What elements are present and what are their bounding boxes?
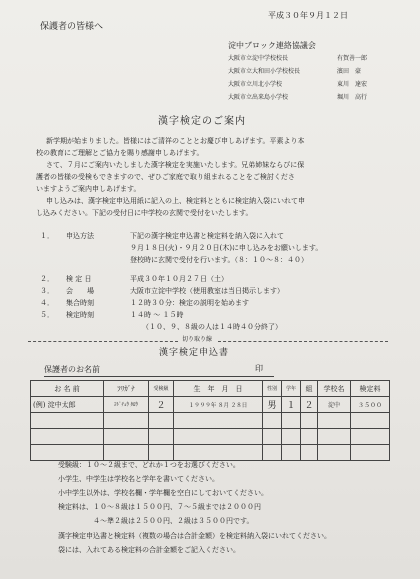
sender-name-3: 堀川 高行 (337, 94, 368, 101)
table-header-row (31, 381, 390, 397)
recipient-line: 保護者の皆様へ (40, 22, 104, 32)
body-line-1: 校の教育にご理解とご協力を賜り感謝申しあげます。 (36, 149, 204, 157)
detail-label-1: 検 定 日 (66, 275, 92, 283)
body-line-4: いますようご案内申しあげます。 (36, 185, 141, 193)
body-line-2: さて、７月にご案内いたしました漢字検定を実施いたします。兄弟姉妹ならびに保 (46, 161, 305, 169)
note-line-3: 検定料は、１０～８級は１５００円、７～５級までは２０００円 (58, 503, 261, 511)
example-furigana: ﾖﾄﾞﾁｭｳ ﾀﾛｳ (104, 397, 149, 413)
detail-line-0-1: ９月１８日(火)・９月２０日(木)に申し込みをお願いします。 (130, 244, 323, 252)
example-school-year: １ (282, 397, 301, 413)
table-row[interactable] (31, 445, 390, 461)
detail-label-4: 検定時刻 (66, 311, 94, 319)
note-line-1: 小学生、中学生は学校名と学年を書いてください。 (58, 475, 219, 483)
detail-num-2: ３． (40, 287, 54, 295)
detail-line-4-1: （１０、９、８級の人は１４時４０分終了） (142, 323, 282, 331)
guardian-label: 保護者のお名前 (44, 365, 100, 374)
note-line-5: 漢字検定申込書と検定料（複数の場合は合計金額）を検定料納入袋にいれてください。 (58, 532, 331, 540)
body-line-3: 護者の皆様の受検もできますので、ぜひご家庭で取り組まれることをご検討くださ (36, 173, 295, 181)
cut-line-left (28, 341, 178, 342)
application-table (30, 380, 390, 461)
header-fee: 検定料 (351, 381, 390, 397)
sender-school-0: 大阪市立淀中学校校長 (228, 55, 289, 62)
sender-school-3: 大阪市立出来島小学校 (228, 94, 289, 101)
cut-line-label: 切り取り線 (182, 336, 213, 343)
example-grade-level: ２ (149, 397, 174, 413)
table-row[interactable] (31, 413, 390, 429)
sender-name-0: 有賀善一郎 (337, 55, 368, 62)
detail-line-0-0: 下記の漢字検定申込書と検定料を納入袋に入れて (130, 232, 284, 240)
table-row[interactable] (31, 429, 390, 445)
guardian-name-line[interactable] (44, 376, 274, 377)
seal-mark: 印 (255, 364, 263, 373)
table-row-example (31, 397, 390, 413)
example-class: ２ (301, 397, 318, 413)
sender-name-2: 東川 達宏 (337, 81, 368, 88)
detail-label-2: 会 場 (66, 287, 94, 295)
sender-name-1: 濱田 豪 (337, 68, 362, 75)
example-birthdate: １９９９年 ８月 ２８日 (174, 397, 263, 413)
detail-label-0: 申込方法 (66, 232, 94, 240)
note-line-4: ４～準２級は２５００円、２級は３５００円です。 (58, 517, 254, 525)
detail-line-2-0: 大阪市立淀中学校（使用教室は当日掲示します） (130, 287, 284, 295)
body-line-6: し込みください。下記の受付日に中学校の玄関で受付をいたします。 (36, 209, 253, 217)
detail-line-4-0: １４時 ～ １５時 (130, 311, 184, 319)
sender-school-1: 大阪市立大和田小学校校長 (228, 68, 301, 75)
detail-line-1-0: 平成３０年１０月２７日（土） (130, 275, 228, 283)
note-line-0: 受験級：１０～２級まで、どれか１つをお選びください。 (58, 461, 240, 469)
issue-date: 平成３０年９月１２日 (268, 11, 348, 20)
header-school-name: 学校名 (318, 381, 351, 397)
header-gender: 性別 (263, 381, 282, 397)
header-class: 組 (301, 381, 318, 397)
header-birthdate: 生 年 月 日 (174, 381, 263, 397)
body-line-0: 新学期が始まりました。皆様にはご清祥のこととお慶び申しあげます。平素より本 (46, 137, 305, 145)
detail-num-4: ５． (40, 311, 54, 319)
note-line-6: 袋には、入れてある検定料の合計金額をご記入ください。 (58, 546, 240, 554)
detail-num-0: １． (40, 232, 54, 240)
detail-num-3: ４． (40, 299, 54, 307)
note-line-2: 小中学生以外は、学校名欄・学年欄を空白にしておいてください。 (58, 489, 268, 497)
example-gender: 男 (263, 397, 282, 413)
example-name: (例) 淀中太郎 (31, 397, 104, 413)
example-school-name: 淀中 (318, 397, 351, 413)
header-school-year: 学年 (282, 381, 301, 397)
detail-label-3: 集合時刻 (66, 299, 94, 307)
detail-line-0-2: 登校時に玄関で受付を行います。（８：１０～８：４０） (130, 256, 308, 264)
form-title: 漢字検定申込書 (159, 348, 230, 358)
cut-line-right (218, 341, 388, 342)
sender-school-2: 大阪市立川北小学校 (228, 81, 283, 88)
sender-org: 淀中ブロック連絡協議会 (228, 41, 316, 50)
header-name: お 名 前 (31, 381, 104, 397)
detail-num-1: ２． (40, 275, 54, 283)
notice-title: 漢字検定のご案内 (158, 116, 246, 127)
example-fee: ３５００ (351, 397, 390, 413)
header-grade-level: 受検級 (149, 381, 174, 397)
body-line-5: 申し込みは、漢字検定申込用紙に記入の上、検定料とともに検定納入袋にいれて申 (46, 197, 305, 205)
header-furigana: ﾌﾘｶﾞﾅ (104, 381, 149, 397)
detail-line-3-0: １２時３０分：検定の説明を始めます (130, 299, 249, 307)
